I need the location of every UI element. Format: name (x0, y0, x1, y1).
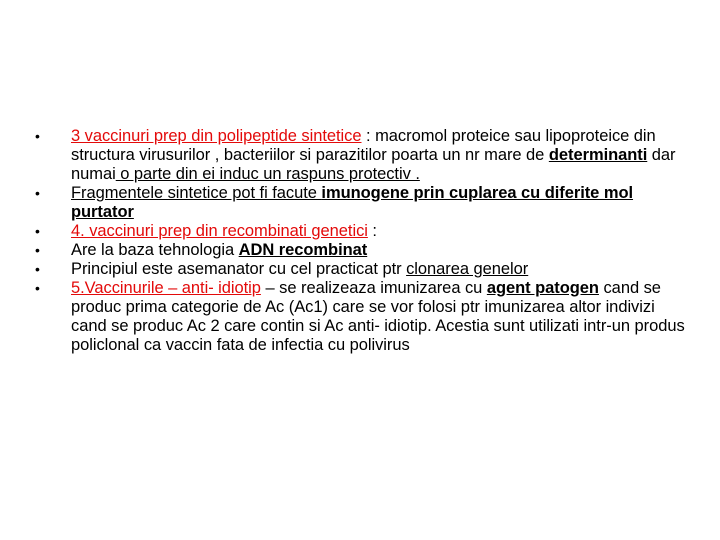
item-1-heading: 3 vaccinuri prep din polipeptide sintetice (71, 127, 362, 145)
bullet-icon: • (35, 128, 40, 144)
bullet-item-4 (35, 241, 685, 260)
bullet-icon: • (35, 242, 40, 258)
bullet-item-3 (35, 222, 685, 241)
item-5-keyword: clonarea genelor (406, 260, 529, 278)
item-4-keyword: ADN recombinat (238, 241, 368, 259)
item-1-text: : macromol proteice sau lipoproteice din structura virusurilor , bacteriilor si parazitilor poarta un nr mare de (71, 127, 656, 164)
item-1-keyword: determinanti (548, 146, 648, 164)
item-5-text: Principiul este asemanator cu cel practicat ptr (71, 260, 407, 278)
bullet-item-6 (35, 279, 685, 355)
bullet-list (35, 127, 685, 355)
bullet-item-1 (35, 127, 685, 184)
bullet-item-5 (35, 260, 685, 279)
bullet-icon: • (35, 280, 40, 296)
item-3-text: : (367, 222, 377, 240)
item-3-heading: 4. vaccinuri prep din recombinati genetici (71, 222, 368, 240)
bullet-item-2 (35, 184, 685, 222)
bullet-icon: • (35, 185, 40, 201)
item-6-heading: 5.Vaccinurile – anti- idiotip (71, 279, 261, 297)
item-6-text: – se realizeaza imunizarea cu (260, 279, 487, 297)
item-1-text-2: dar numai (71, 146, 676, 183)
item-2-keyword: imunogene prin cuplarea cu diferite mol purtator (71, 184, 634, 221)
item-2-text: Fragmentele sintetice pot fi facute (71, 184, 322, 202)
item-4-text: Are la baza tehnologia (71, 241, 239, 259)
item-1-underlined-text: o parte din ei induc un raspuns protectiv . (115, 165, 420, 183)
item-6-keyword: agent patogen (486, 279, 599, 297)
item-6-text-2: cand se produc prima categorie de Ac (Ac1) care se vor folosi ptr imunizarea altor indivizi cand se produc Ac 2 care contin si Ac anti- idiotip. Acestia sunt utilizati intr-un produs policlonal ca vaccin fata de infectia cu polivirus (71, 279, 685, 354)
bullet-icon: • (35, 223, 40, 239)
bullet-icon: • (35, 261, 40, 277)
